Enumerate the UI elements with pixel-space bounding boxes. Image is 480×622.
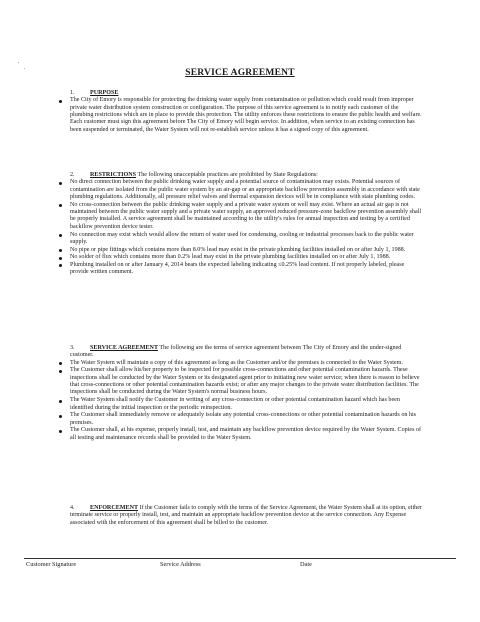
section-service-agreement [70,345,422,442]
customer-signature-label: Customer Signature [26,561,77,568]
section-heading-label: PURPOSE [90,90,119,96]
section-purpose [70,90,422,134]
section-intro: The following unacceptable practices are prohibited by State Regulations: [136,172,318,178]
list-item: The Customer shall, at his expense, properly install, test, and maintain any backflow prevention device required by the Water System. Copies of all testing and maintenance records shall be provided to the Water System. [70,427,422,441]
list-item: No direct connection between the public drinking water supply and a potential source of contamination may exists. Potential sources of contamination are isolated from the public water system by an air-gap or an appropriate backflow prevention assembly in accordance with state plumbing regulations. Additionally, all pressure relief valves and thermal expansion devices will be in compliance with state plumbing codes. [70,179,422,201]
list-item: No connection may exist which would allow the return of water used for condensing, cooling or industrial processes back to the public water supply. [70,232,422,247]
list-item: The Customer shall allow his/her property to be inspected for possible cross-connections and other potential contamination hazards. These inspections shall be conducted by the Water System or its designated agent prior to initiating new water service; when there is reason to believe that cross-connections or other potential contamination hazards exist; or after any major changes to the private water distribution facilities. The inspections shall be conducted during the Water System's normal business hours. [70,367,422,396]
section-body [70,505,422,527]
service-address-label: Service Address [160,561,201,568]
section-heading [70,345,422,360]
section-number: 3. [70,345,75,351]
section-number: 1. [70,90,75,96]
section-intro: The following are the terms of service agreement between The City of Emory and the under-signed customer. [70,345,402,359]
section-heading-label: ENFORCEMENT [90,505,139,511]
list-item: The Water System will maintain a copy of this agreement as long as the Customer and/or the premises is connected to the Water System. [70,360,422,367]
list-item: Plumbing installed on or after January 4, 2014 bears the expected labeling indicating ≤0.25% lead content. If not properly labeled, please provide written comment. [70,262,422,277]
section-text: If the Customer fails to comply with the terms of the Service Agreement, the Water System shall at its option, either terminate service or properly install, test, and maintain an appropriate backflow prevention device at the service connection. Any Expense associated with the enforcement of this agreement shall be billed to the customer. [70,505,422,526]
section-heading-label: SERVICE AGREEMENT [90,345,159,351]
section-number: 2. [70,172,75,178]
section-enforcement [70,505,422,527]
list-item: The Customer shall immediately remove or adequately isolate any potential cross-connections or other potential contamination hazards on his premises. [70,412,422,427]
section-restrictions [70,172,422,277]
section-heading-label: RESTRICTIONS [90,172,137,178]
date-label: Date [300,561,312,568]
bullet-list [70,97,422,134]
bullet-list [70,179,422,276]
signature-line [24,558,456,559]
list-item: No pipe or pipe fittings which contains more than 8.0% lead may exist in the private plumbing facilities installed on or after July 1, 1988. [70,247,422,254]
section-number: 4. [70,505,75,511]
list-item: No cross-connection between the public drinking water supply and a private water system or well may exist. Where an actual air gap is not maintained between the public water supply and a private water supply, an approved reduced pressure-zone backflow prevention assembly shall be properly installed. A service agreement shall be maintained according to the utility's rules for annual inspection and testing by a certified backflow prevention device tester. [70,201,422,230]
scan-speck [18,62,19,63]
bullet-list [70,360,422,442]
list-item: The Water System shall notify the Customer in writing of any cross-connection or other potential contamination hazard which has been identified during the initial inspection or the periodic reinspection. [70,397,422,412]
document-title: SERVICE AGREEMENT [185,68,295,78]
list-item: No solder of flux which contains more than 0.2% lead may exist in the private plumbing facilities installed on or after July 1, 1988. [70,254,422,261]
list-item: The City of Emory is responsible for protecting the drinking water supply from contamination or pollution which could result from improper private water distribution system construction or configuration. The purpose of this service agreement is to notify each customer of the plumbing restrictions which are in place to provide this protection. The utility enforces these restrictions to ensure the public health and welfare. Each customer must sign this agreement before The City of Emory will begin service. In addition, when service to an existing connection has been suspended or terminated, the Water System will not re-establish service unless it has a signed copy of this agreement. [70,97,422,133]
